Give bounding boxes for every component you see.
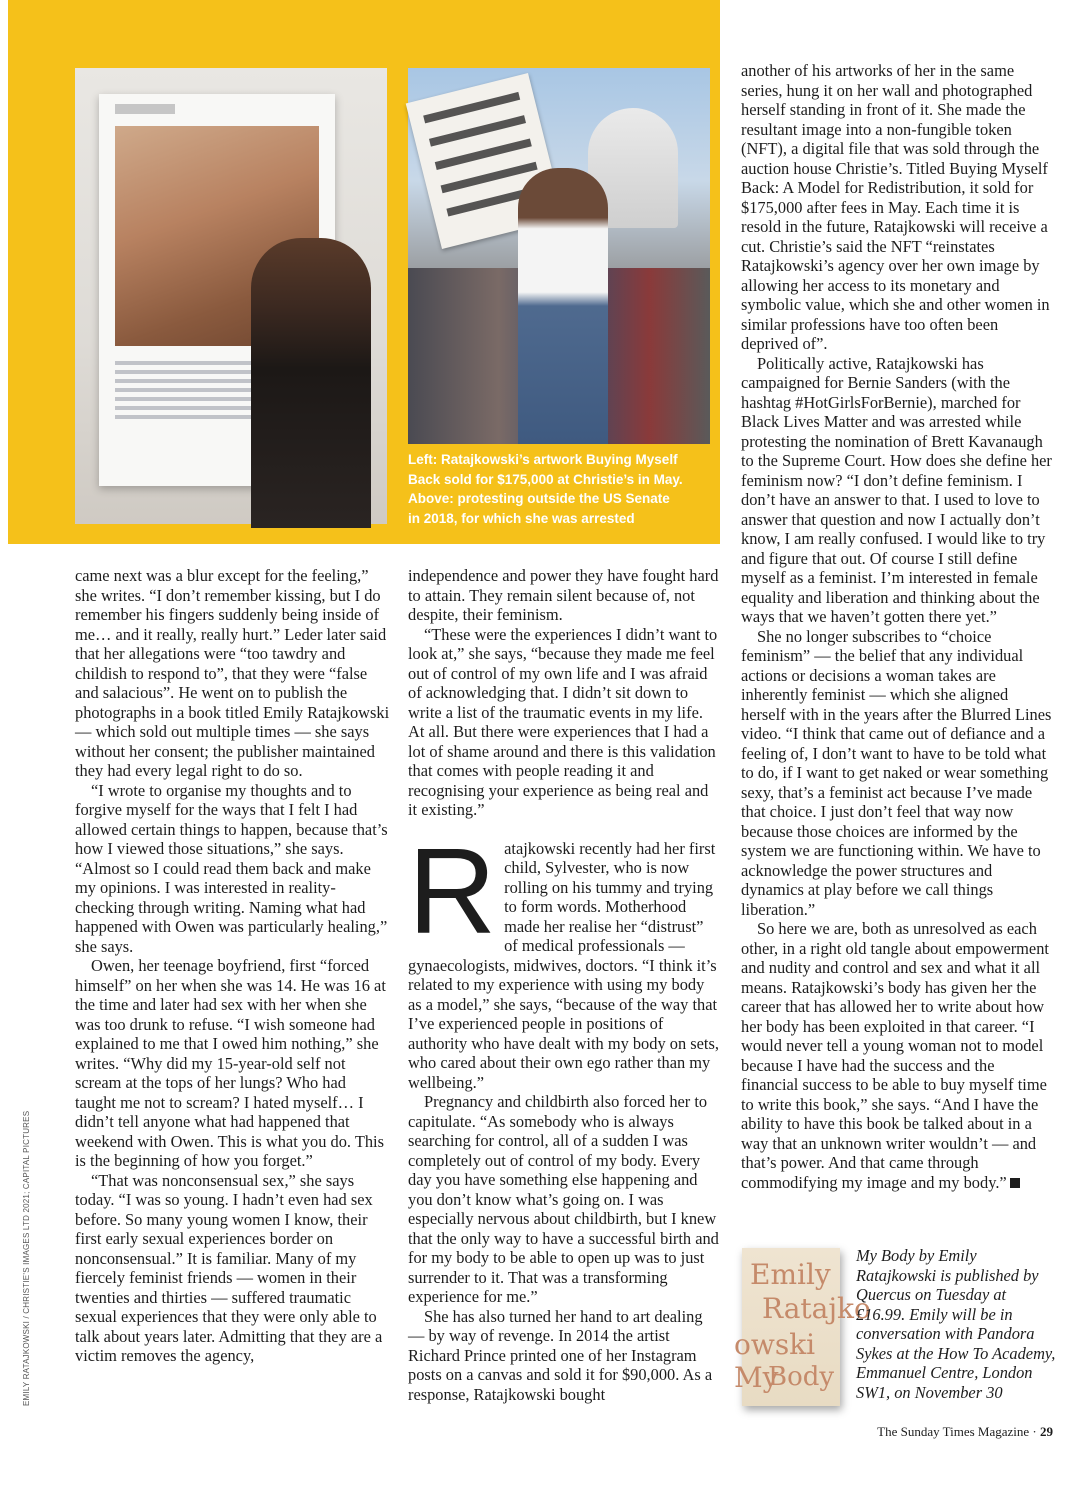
photo-nft-artwork — [75, 68, 387, 524]
book-cover-text: owski My — [734, 1328, 816, 1394]
page-number: 29 — [1040, 1424, 1053, 1439]
paragraph: Politically active, Ratajkowski has campaigned for Bernie Sanders (with the hashtag #HotGirlsForBernie), marched for Black Lives Matter and was arrested while protesting the nomination of Brett Kavanaugh to the Supreme Court. How does she define her feminism now? “I don’t define feminism. I don’t have an answer to that. I used to love to answer that question and now I actually don’t know, I am really confused. I would like to try and figure that out. Of course I still define myself as a feminist. I’m interested in female equality and liberation and thinking about the ways that we haven’t gotten there yet.” — [741, 353, 1052, 626]
paragraph: independence and power they have fought hard to attain. They remain silent because of, not despite, their feminism. — [408, 566, 719, 624]
article-column-1 — [75, 566, 390, 1366]
photo-protest-senate — [408, 68, 710, 444]
protester-figure-graphic — [518, 168, 608, 444]
end-mark-icon — [1010, 1178, 1020, 1188]
paragraph: “These were the experiences I didn’t want to look at,” she says, “because they made me feel out of control of my own life and I was afraid of acknowledging that. I didn’t sit down to write a list of the traumatic events in my life. At all. But there were experiences that I had a lot of shame around and there is this validation that comes with people reading it and recognising your experience as being real and it existing.” — [408, 624, 718, 819]
paragraph: She no longer subscribes to “choice feminism” — the belief that any individual actions or decisions a woman takes are inherently feminist — which she aligned herself with in the years after the Blurred Lines video. “I think that came out of defiance and a feeling of, I don’t want to have to be told what to do, if I want to get naked or wear something sexy, that’s a feminist act because I’ve made that choice. I just don’t feel that way now because those choices are informed by the system we are functioning within. We have to acknowledge the power structures and dynamics at play before we call things liberation.” — [741, 626, 1052, 919]
paragraph-dropcap — [408, 822, 720, 1093]
book-cover-text: Body — [768, 1362, 835, 1392]
paragraph: Pregnancy and childbirth also forced her to capitulate. “As somebody who is always searching for control, all of a sudden I was completely out of control of my body. Every day you have something else happening and you don’t know what’s going on. I was especially nervous about childbirth, but I knew that the only way to have a successful birth and for my body to be able to open up was to just surrender to it. That was a transforming experience for me.” — [408, 1092, 719, 1306]
paragraph: She has also turned her hand to art dealing — by way of revenge. In 2014 the artist Richard Prince printed one of her Instagram posts on a canvas and sold it for $90,000. As a response, Ratajkowski bought — [408, 1306, 713, 1404]
book-info: My Body by Emily Ratajkowski is published by Quercus on Tuesday at £16.99. Emily will be in conversation with Pandora Sykes at the How To Academy, Emmanuel Centre, London SW1, on November 30 — [856, 1246, 1056, 1402]
photo-caption — [408, 450, 712, 528]
paragraph: “That was nonconsensual sex,” she says today. “I was so young. I hadn’t even had sex before. So many young women I know, their first early sexual experiences border on nonconsensual.” It is familiar. Many of my fiercely feminist friends — women in their twenties and thirties — suffered traumatic sexual experiences that they were only able to talk about years later. Admitting that they are a victim removes the agency, — [75, 1170, 383, 1365]
caption-line: Back sold for $175,000 at Christie’s in May. — [408, 471, 683, 487]
caption-line: Above: protesting outside the US Senate — [408, 491, 670, 507]
instagram-handle-graphic — [115, 104, 175, 114]
woman-figure-graphic — [251, 238, 371, 528]
paragraph-text: So here we are, both as unresolved as each other, in a right old tangle about empowerment and nudity and control and sex and what it all means. Ratajkowski’s body has given her the career that has allowed her to write about how her body has been exploited in that career. “I would never tell a young woman not to model because I have had the success and the financial success to be able to buy myself time to write this book,” she says. “And I have the ability to have this book be talked about in a way that an unknown writer wouldn’t — and that’s power. And that came through commodifying my image and my body.” — [741, 919, 1049, 1192]
dropcap-letter: R — [408, 822, 497, 959]
caption-line: Left: Ratajkowski’s artwork Buying Myself — [408, 452, 678, 467]
book-cover — [734, 1248, 871, 1406]
paragraph: “I wrote to organise my thoughts and to forgive myself for the ways that I felt I had allowed certain things to happen, because that’s how I viewed those situations,” she says. “Almost so I could read them back and make my opinions. I was interested in reality-checking through writing. Naming what had happened with Owen was particularly healing,” she says. — [75, 780, 388, 956]
paragraph-text: atajkowski recently had her first child, Sylvester, who is now rolling on his tummy and trying to form words. Motherhood made her realise her “distrust” of medical professionals — gynaecologists, midwives, doctors. “I think it’s related to my experience with using my body as a model,” she says, “because of the way that I’ve experienced people in positions of authority who have dealt with my body on sets, who cared about their own ego rather than my wellbeing.” — [408, 838, 719, 1092]
paragraph: came next was a blur except for the feeling,” she writes. “I don’t remember kissing, but I do remember his fingers suddenly being inside of me… and it really, really hurt.” Leder later said that her allegations were “too tawdry and childish to respond to”, that they were “false and salacious”. He went on to publish the photographs in a book titled Emily Ratajkowski — which sold out multiple times — she says without her consent; the publisher maintained they had every legal right to do so. — [75, 566, 390, 780]
article-column-3 — [741, 61, 1053, 1192]
page-footer — [877, 1424, 1053, 1440]
caption-line: in 2018, for which she was arrested — [408, 510, 635, 526]
publication-name: The Sunday Times Magazine · — [877, 1424, 1037, 1439]
photo-credit: EMILY RATAJKOWSKI / CHRISTIE’S IMAGES LTD 2021; CAPITAL PICTURES — [22, 1110, 31, 1406]
paragraph: another of his artworks of her in the same series, hung it on her wall and photographed herself standing in front of it. She made the resultant image into a non-fungible token (NFT), a digital file that was sold through the auction house Christie’s. Titled Buying Myself Back: A Model for Redistribution, it sold for $175,000 after fees in May. Each time it is resold in the future, Ratajkowski will receive a cut. Christie’s said the NFT “reinstates Ratajkowski’s agency over her own image by allowing her access to its monetary and symbolic value, which she and other women in similar professions have too often been deprived of”. — [741, 61, 1050, 353]
paragraph: Owen, her teenage boyfriend, first “forced himself” on her when she was 14. He was 16 at the time and later had sex with her when she was too drunk to refuse. “I wish someone had explained to me that I owed him nothing,” she writes. “Why did my 15-year-old self not scream at the tops of her lungs? Who had taught me not to scream? I hated myself… I didn’t tell anyone what had happened that weekend with Owen. This is what you do. This is the beginning of how you forget.” — [75, 956, 386, 1170]
paragraph-final — [741, 919, 1053, 1192]
article-column-2 — [408, 566, 720, 1404]
book-cover-text: Emily — [750, 1258, 831, 1291]
book-cover-text: Ratajko — [762, 1292, 871, 1325]
